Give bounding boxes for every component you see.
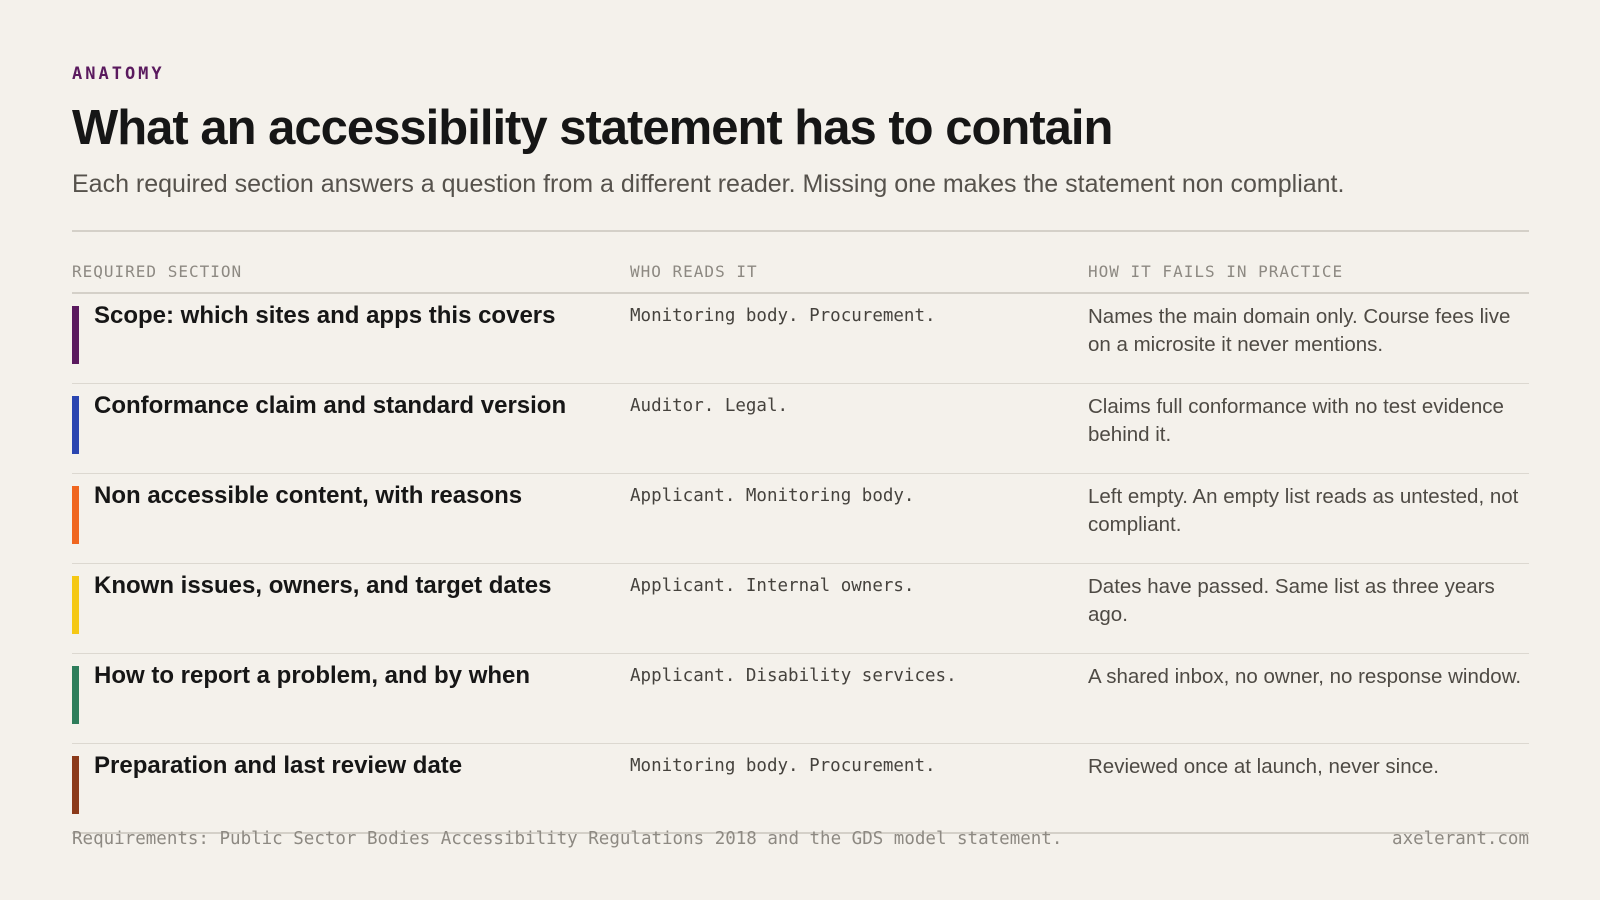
failure-cell: Claims full conformance with no test evidence behind it. [1088, 395, 1504, 446]
section-cell [72, 744, 630, 832]
site-credit: axelerant.com [1392, 829, 1529, 849]
section-name: Non accessible content, with reasons [94, 482, 523, 509]
table-row [72, 474, 1529, 564]
slide [72, 0, 1529, 900]
section-name: Scope: which sites and apps this covers [94, 302, 556, 329]
eyebrow-label: ANATOMY [72, 64, 165, 84]
readers-cell: Applicant. Disability services. [630, 666, 957, 686]
requirements-table [72, 262, 1529, 834]
page-subtitle: Each required section answers a question from a different reader. Missing one makes the statement non compliant. [72, 170, 1345, 198]
section-name: How to report a problem, and by when [94, 662, 531, 689]
column-header-failures: HOW IT FAILS IN PRACTICE [1088, 262, 1344, 281]
table-row [72, 654, 1529, 744]
section-name: Conformance claim and standard version [94, 392, 567, 419]
failure-cell: Left empty. An empty list reads as untested, not compliant. [1088, 485, 1519, 536]
table-row [72, 564, 1529, 654]
failure-cell: A shared inbox, no owner, no response window. [1088, 665, 1522, 688]
column-header-section: REQUIRED SECTION [72, 262, 243, 281]
accent-bar [72, 306, 79, 364]
table-row [72, 384, 1529, 474]
readers-cell: Monitoring body. Procurement. [630, 306, 936, 326]
table-row [72, 294, 1529, 384]
column-header-readers: WHO READS IT [630, 262, 758, 281]
section-cell [72, 474, 630, 563]
section-name: Preparation and last review date [94, 752, 463, 779]
divider [72, 230, 1529, 232]
accent-bar [72, 486, 79, 544]
accent-bar [72, 576, 79, 634]
failure-cell: Dates have passed. Same list as three years ago. [1088, 575, 1495, 626]
accent-bar [72, 396, 79, 454]
accent-bar [72, 756, 79, 814]
table-header [72, 262, 1529, 294]
section-name: Known issues, owners, and target dates [94, 572, 552, 599]
source-note: Requirements: Public Sector Bodies Accessibility Regulations 2018 and the GDS model statement. [72, 829, 1063, 849]
table-row [72, 744, 1529, 834]
page-title: What an accessibility statement has to contain [72, 101, 1113, 155]
section-cell [72, 384, 630, 473]
section-cell [72, 294, 630, 383]
section-cell [72, 654, 630, 743]
section-cell [72, 564, 630, 653]
readers-cell: Auditor. Legal. [630, 396, 789, 416]
readers-cell: Applicant. Monitoring body. [630, 486, 915, 506]
accent-bar [72, 666, 79, 724]
readers-cell: Monitoring body. Procurement. [630, 756, 936, 776]
failure-cell: Names the main domain only. Course fees live on a microsite it never mentions. [1088, 305, 1511, 356]
readers-cell: Applicant. Internal owners. [630, 576, 915, 596]
failure-cell: Reviewed once at launch, never since. [1088, 755, 1439, 778]
